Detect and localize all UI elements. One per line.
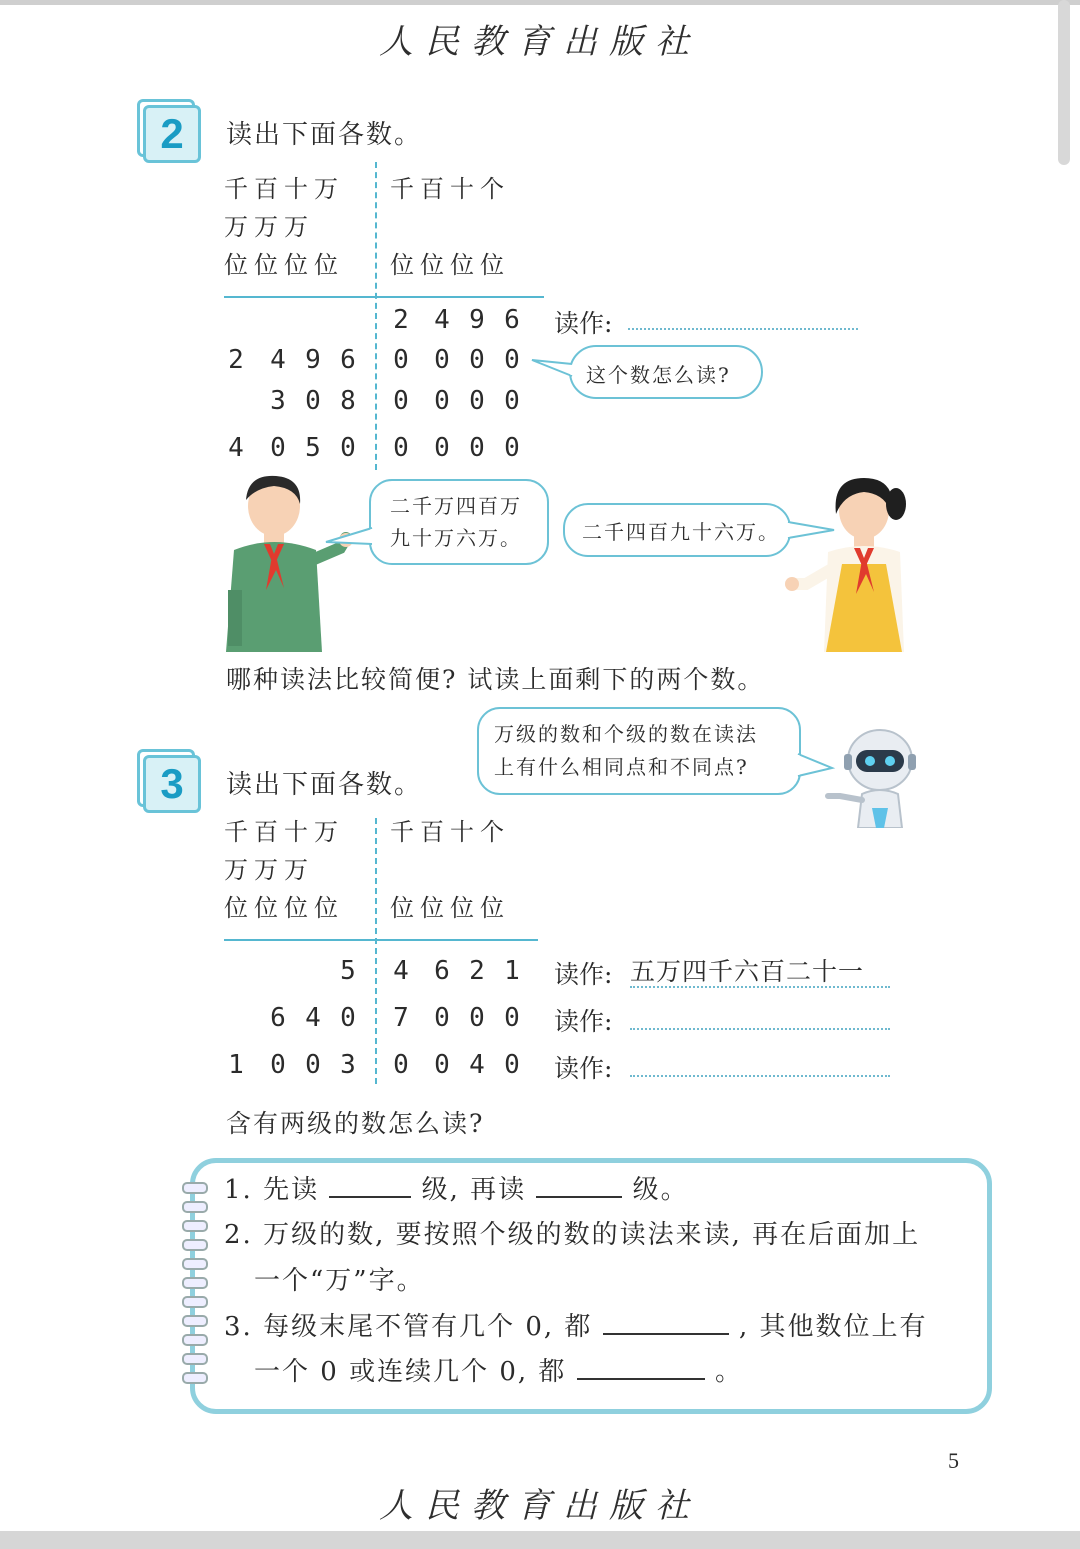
publisher-footer: 人民教育出版社 xyxy=(379,1486,701,1526)
question-bubble-text: 这个数怎么读? xyxy=(586,363,731,387)
digit: 4 xyxy=(393,956,409,986)
digit: 0 xyxy=(469,345,485,375)
digit: 0 xyxy=(393,433,409,463)
digit: 0 xyxy=(393,1050,409,1080)
digit: 0 xyxy=(504,386,520,416)
digit: 5 xyxy=(340,956,356,986)
digit: 0 xyxy=(270,1050,286,1080)
digit: 0 xyxy=(504,345,520,375)
note-line-2: 2. 万级的数, 要按照个级的数的读法来读, 再在后面加上 xyxy=(224,1220,921,1250)
fill-blank[interactable] xyxy=(536,1196,622,1198)
note-line-4 xyxy=(254,1350,743,1395)
digit: 3 xyxy=(270,386,286,416)
digit: 3 xyxy=(340,1050,356,1080)
digit: 0 xyxy=(340,433,356,463)
digit: 0 xyxy=(305,386,321,416)
place-header-right-3: 位位位位 xyxy=(390,251,510,279)
read-as-label: 读作: xyxy=(554,309,613,338)
digit: 8 xyxy=(340,386,356,416)
note-text: 一个 0 或连续几个 0, 都 xyxy=(254,1357,567,1387)
header-rule xyxy=(224,939,538,941)
level-divider xyxy=(375,162,377,470)
section-3-badge: 3 xyxy=(143,755,201,813)
note-line-3 xyxy=(224,1305,927,1350)
boy-speech-text xyxy=(390,490,522,554)
girl-speech-text: 二千四百九十六万。 xyxy=(582,520,780,544)
robot-speech-line-1: 万级的数和个级的数在读法 xyxy=(494,722,758,746)
note-text: 3. 每级末尾不管有几个 0, 都 xyxy=(224,1312,593,1342)
digit: 0 xyxy=(469,433,485,463)
level-divider xyxy=(375,818,377,1084)
place-header-right-3: 位位位位 xyxy=(390,894,510,922)
page-number: 5 xyxy=(948,1448,959,1473)
digit: 2 xyxy=(228,345,244,375)
digit: 0 xyxy=(504,1003,520,1033)
digit: 6 xyxy=(504,305,520,335)
robot-speech-text xyxy=(494,718,758,784)
note-line-2b: 一个“万”字。 xyxy=(254,1266,425,1296)
digit: 0 xyxy=(434,1003,450,1033)
digit: 0 xyxy=(393,345,409,375)
place-header-left-1: 千百十万 xyxy=(224,818,344,846)
digit: 1 xyxy=(504,956,520,986)
read-as-label: 读作: xyxy=(554,1007,613,1036)
digit: 4 xyxy=(228,433,244,463)
digit: 4 xyxy=(305,1003,321,1033)
digit: 0 xyxy=(434,1050,450,1080)
robot-illustration xyxy=(824,724,922,828)
note-text: 1. 先读 xyxy=(224,1175,320,1205)
digit: 0 xyxy=(393,386,409,416)
digit: 9 xyxy=(469,305,485,335)
digit: 4 xyxy=(434,305,450,335)
digit: 0 xyxy=(504,433,520,463)
digit: 0 xyxy=(434,386,450,416)
section-2-badge: 2 xyxy=(143,105,201,163)
top-edge xyxy=(0,0,1080,5)
place-header-left-2: 万万万 xyxy=(224,856,314,884)
digit: 0 xyxy=(469,1003,485,1033)
digit: 0 xyxy=(270,433,286,463)
digit: 2 xyxy=(393,305,409,335)
digit: 0 xyxy=(469,386,485,416)
digit: 0 xyxy=(340,1003,356,1033)
digit: 1 xyxy=(228,1050,244,1080)
fill-blank[interactable] xyxy=(329,1196,411,1198)
note-text: 。 xyxy=(714,1357,743,1387)
bottom-edge xyxy=(0,1531,1080,1549)
digit: 6 xyxy=(270,1003,286,1033)
place-header-left-1: 千百十万 xyxy=(224,175,344,203)
digit: 0 xyxy=(434,345,450,375)
fill-blank[interactable] xyxy=(577,1378,705,1380)
two-level-question: 含有两级的数怎么读? xyxy=(226,1109,485,1138)
digit: 0 xyxy=(434,433,450,463)
place-header-left-2: 万万万 xyxy=(224,213,314,241)
header-rule xyxy=(224,296,544,298)
digit: 7 xyxy=(393,1003,409,1033)
digit: 4 xyxy=(270,345,286,375)
digit: 0 xyxy=(305,1050,321,1080)
note-text: 级, 再读 xyxy=(421,1175,527,1205)
answer-line-2496[interactable] xyxy=(628,328,858,330)
boy-speech-line-1: 二千万四百万 xyxy=(390,494,522,518)
digit: 0 xyxy=(504,1050,520,1080)
place-header-left-3: 位位位位 xyxy=(224,894,344,922)
place-header-right-1: 千百十个 xyxy=(390,818,510,846)
digit: 6 xyxy=(340,345,356,375)
robot-speech-line-2: 上有什么相同点和不同点? xyxy=(494,755,749,779)
publisher-header: 人民教育出版社 xyxy=(379,22,701,62)
note-line-1 xyxy=(224,1168,689,1213)
note-text: , 其他数位上有 xyxy=(738,1312,928,1342)
fill-blank[interactable] xyxy=(603,1333,729,1335)
read-as-label: 读作: xyxy=(554,960,613,989)
digit: 9 xyxy=(305,345,321,375)
place-header-left-3: 位位位位 xyxy=(224,251,344,279)
section-3-title: 读出下面各数。 xyxy=(226,770,423,800)
place-header-right-1: 千百十个 xyxy=(390,175,510,203)
section-2-title: 读出下面各数。 xyxy=(226,120,423,150)
answer-line-6407000[interactable] xyxy=(630,1028,890,1030)
digit: 2 xyxy=(469,956,485,986)
read-as-label: 读作: xyxy=(554,1054,613,1083)
answer-line-54621[interactable]: 五万四千六百二十一 xyxy=(630,952,890,988)
boy-speech-line-2: 九十万六万。 xyxy=(390,526,522,550)
answer-line-10030040[interactable] xyxy=(630,1075,890,1077)
girl-illustration xyxy=(784,474,920,652)
digit: 4 xyxy=(469,1050,485,1080)
digit: 5 xyxy=(305,433,321,463)
notebook-rings xyxy=(182,1182,212,1392)
digit: 6 xyxy=(434,956,450,986)
note-text: 级。 xyxy=(632,1175,689,1205)
follow-up-question: 哪种读法比较简便? 试读上面剩下的两个数。 xyxy=(226,665,765,694)
